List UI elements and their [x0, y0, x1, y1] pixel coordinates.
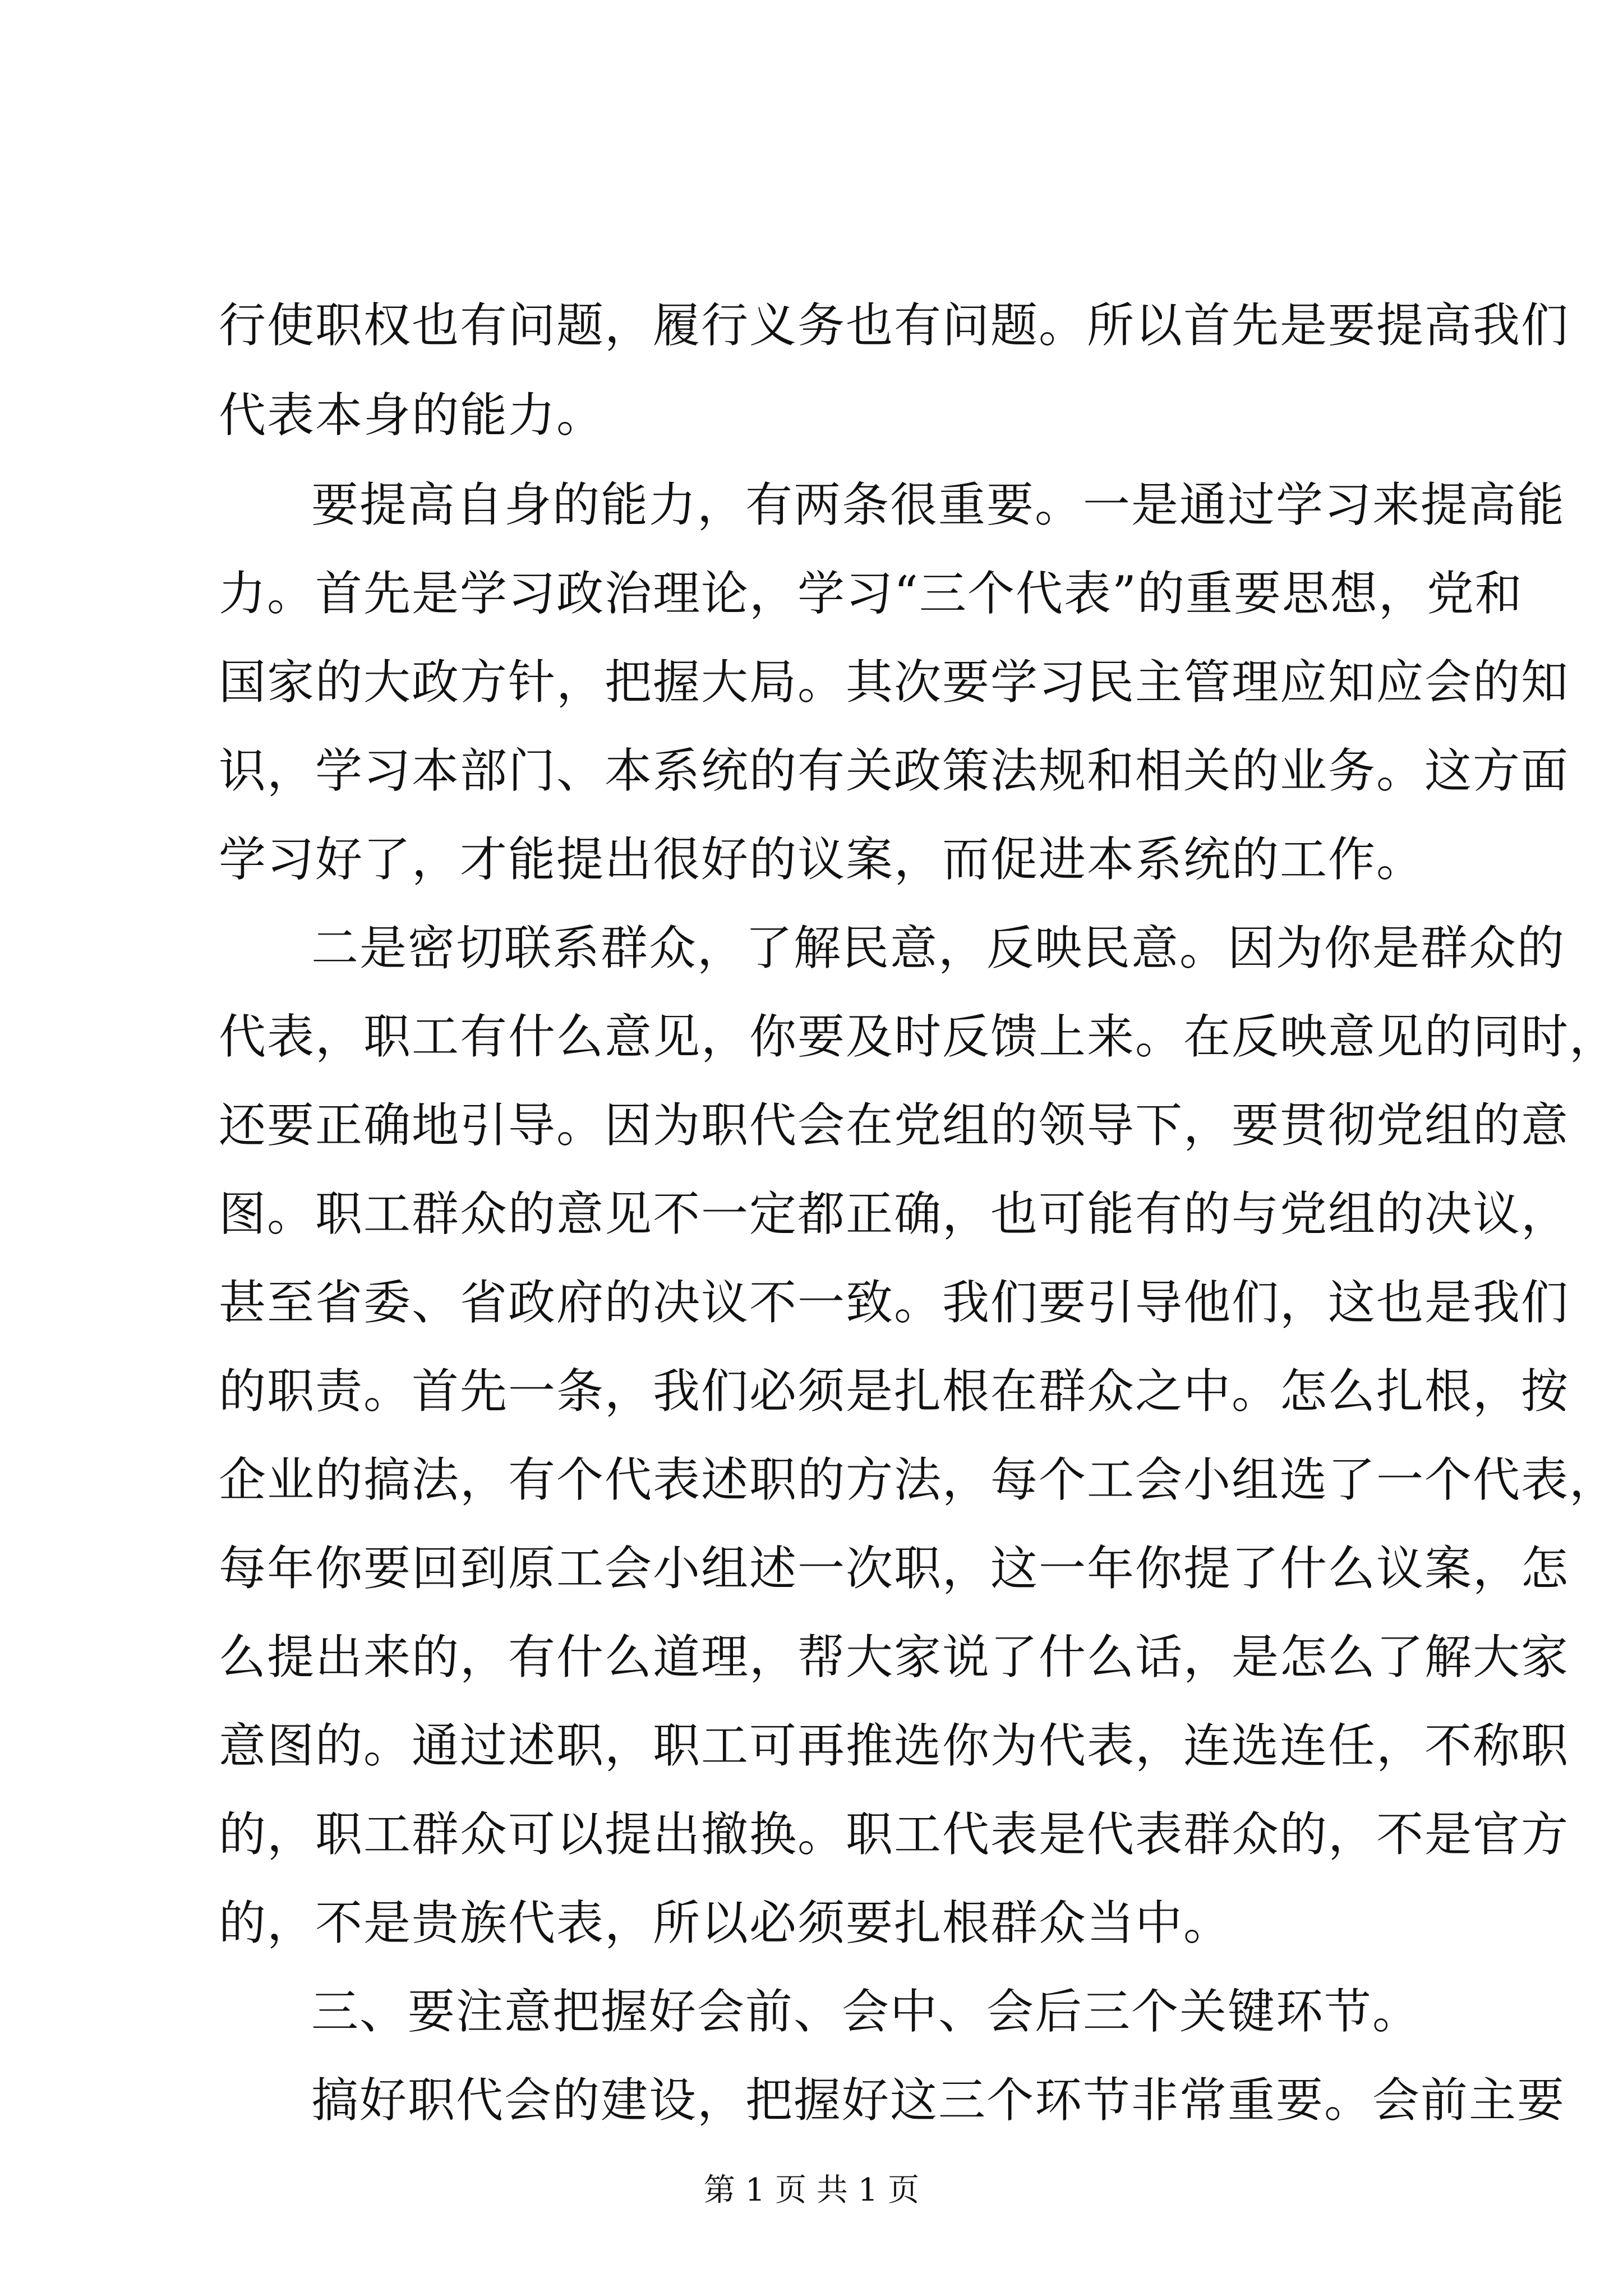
paragraph-first-line: 搞好职代会的建设，把握好这三个环节非常重要。会前主要 [311, 2073, 1566, 2128]
page-number-footer: 第 1 页 共 1 页 [703, 2172, 920, 2208]
text-line: 甚至省委、省政府的决议不一致。我们要引导他们，这也是我们 [219, 1275, 1570, 1330]
paragraph-first-line: 要提高自身的能力，有两条很重要。一是通过学习来提高能 [311, 477, 1566, 532]
text-line: 行使职权也有问题，履行义务也有问题。所以首先是要提高我们 [219, 298, 1570, 353]
text-line: 的，不是贵族代表，所以必须要扎根群众当中。 [219, 1895, 1232, 1950]
paragraph-first-line: 二是密切联系群众，了解民意，反映民意。因为你是群众的 [311, 921, 1566, 976]
text-line: 识，学习本部门、本系统的有关政策法规和相关的业务。这方面 [219, 743, 1570, 798]
text-line: 国家的大政方针，把握大局。其次要学习民主管理应知应会的知 [219, 655, 1570, 710]
text-line: 么提出来的，有什么道理，帮大家说了什么话，是怎么了解大家 [219, 1630, 1570, 1685]
text-line: 学习好了，才能提出很好的议案，而促进本系统的工作。 [219, 832, 1425, 887]
text-line: 图。职工群众的意见不一定都正确，也可能有的与党组的决议， [219, 1186, 1570, 1241]
text-line: 每年你要回到原工会小组述一次职，这一年你提了什么议案，怎 [219, 1541, 1570, 1596]
text-line: 力。首先是学习政治理论，学习“三个代表”的重要思想，党和 [219, 566, 1523, 621]
text-line: 代表，职工有什么意见，你要及时反馈上来。在反映意见的同时， [219, 1009, 1618, 1064]
text-line: 代表本身的能力。 [219, 388, 605, 443]
text-line: 还要正确地引导。因为职代会在党组的领导下，要贯彻党组的意 [219, 1098, 1570, 1153]
section-heading: 三、要注意把握好会前、会中、会后三个关键环节。 [311, 1984, 1421, 2039]
text-line: 意图的。通过述职，职工可再推选你为代表，连选连任，不称职 [219, 1718, 1570, 1773]
text-line: 企业的搞法，有个代表述职的方法，每个工会小组选了一个代表， [219, 1452, 1618, 1507]
text-line: 的，职工群众可以提出撤换。职工代表是代表群众的，不是官方 [219, 1807, 1570, 1862]
text-line: 的职责。首先一条，我们必须是扎根在群众之中。怎么扎根，按 [219, 1364, 1570, 1419]
